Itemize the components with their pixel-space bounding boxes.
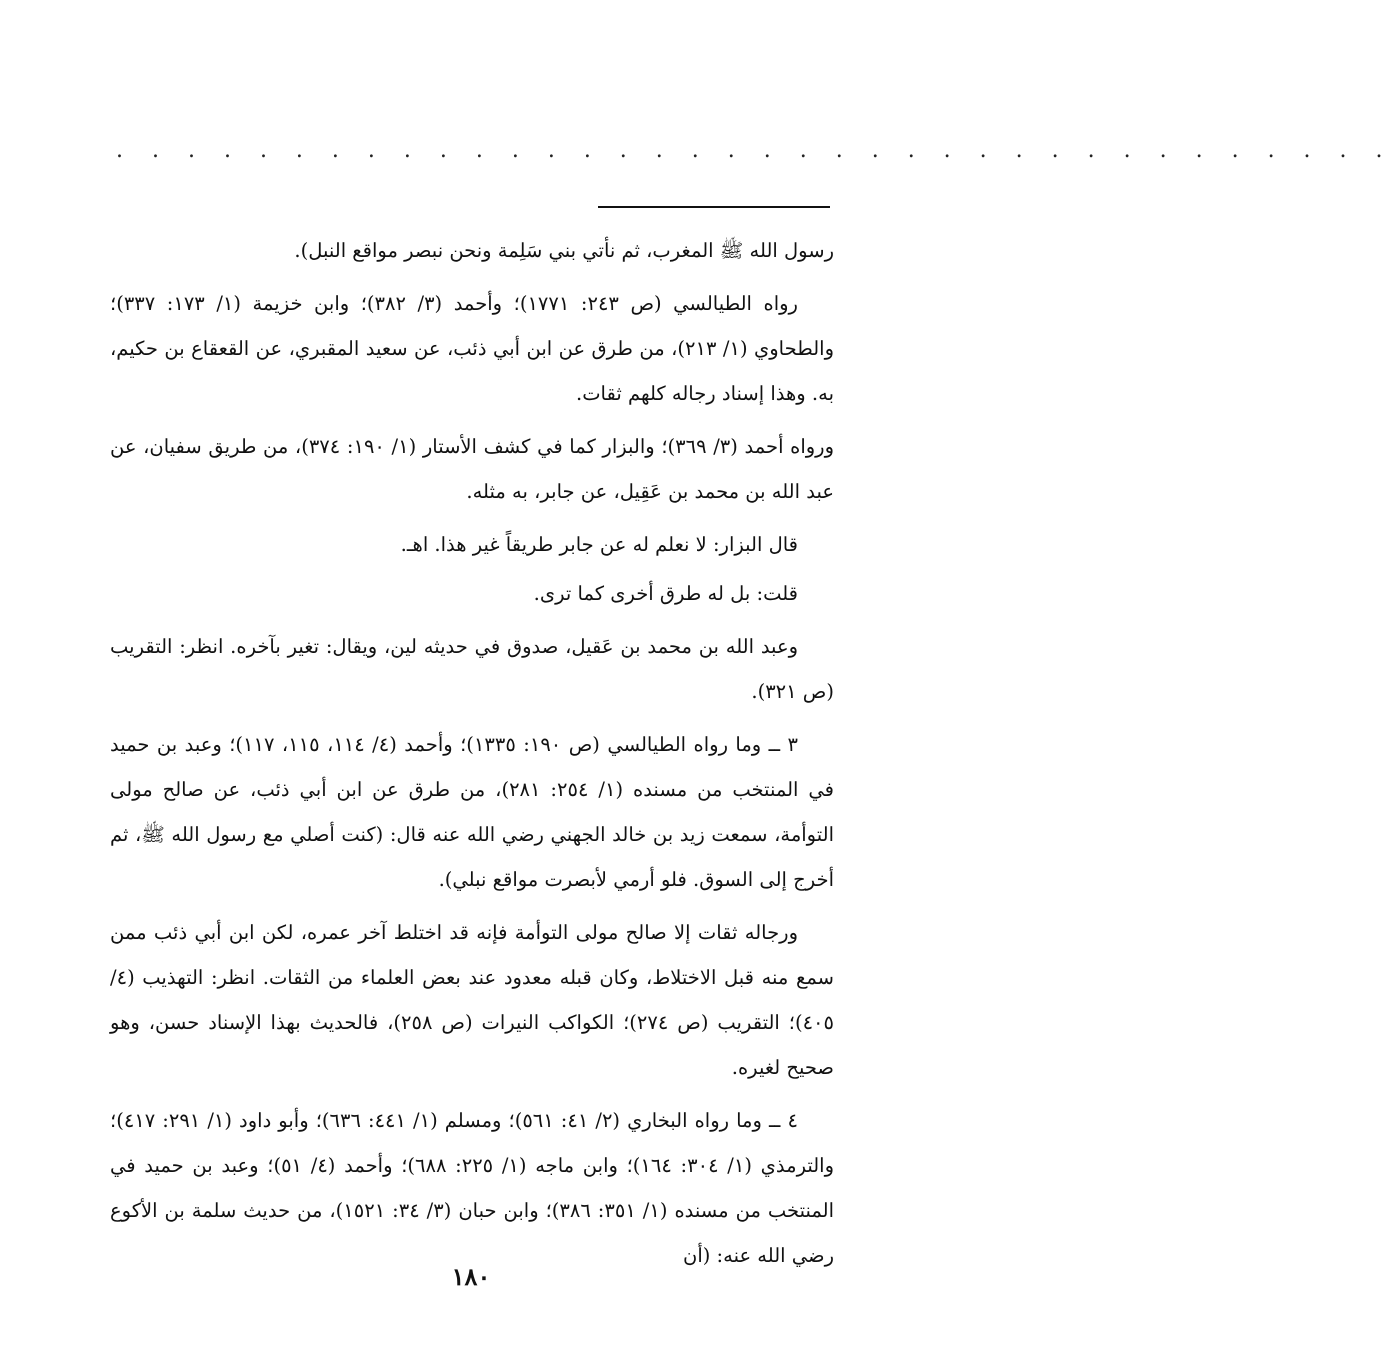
page-number: ١٨٠ xyxy=(451,1262,491,1291)
dotted-separator: . . . . . . . . . . . . . . . . . . . . . . . . . . . . . . . . . . . . xyxy=(116,138,1394,163)
paragraph-continuation: رسول الله ﷺ المغرب، ثم نأتي بني سَلِمة ونحن نبصر مواقع النبل). xyxy=(294,239,834,262)
paragraph-narration-2: ورواه أحمد (٣/ ٣٦٩)؛ والبزار كما في كشف الأستار (١/ ١٩٠: ٣٧٤)، من طريق سفيان، عن عبد الله بن محمد بن عَقِيل، عن جابر، به مثله. xyxy=(110,435,835,503)
paragraph-narrator-grading: وعبد الله بن محمد بن عَقيل، صدوق في حديثه لين، ويقال: تغير بآخره. انظر: التقريب (ص ٣٢١). xyxy=(110,635,834,703)
paragraph-hadith-3-grading: ورجاله ثقات إلا صالح مولى التوأمة فإنه قد اختلط آخر عمره، لكن ابن أبي ذئب ممن سمع منه قبل الاختلاط، وكان قبله معدود عند بعض العلماء من الثقات. انظر: التهذيب (٤/ ٤٠٥)؛ التقريب (ص ٢٧٤)؛ الكواكب النيرات (ص ٢٥٨)، فالحديث بهذا الإسناد حسن، وهو صحيح لغيره. xyxy=(110,921,834,1079)
paragraph-hadith-4: ٤ ــ وما رواه البخاري (٢/ ٤١: ٥٦١)؛ ومسلم (١/ ٤٤١: ٦٣٦)؛ وأبو داود (١/ ٢٩١: ٤١٧)؛ والترمذي (١/ ٣٠٤: ١٦٤)؛ وابن ماجه (١/ ٢٢٥: ٦٨٨)؛ وأحمد (٤/ ٥١)؛ وعبد بن حميد في المنتخب من مسنده (١/ ٣٥١: ٣٨٦)؛ وابن حبان (٣/ ٣٤: ١٥٢١)، من حديث سلمة بن الأكوع رضي الله عنه: (أن xyxy=(110,1109,835,1267)
footnote-rule xyxy=(598,206,830,208)
paragraph-author-note: قلت: بل له طرق أخرى كما ترى. xyxy=(533,582,798,605)
footnote-body xyxy=(110,228,834,1286)
paragraph-hadith-3: ٣ ــ وما رواه الطيالسي (ص ١٩٠: ١٣٣٥)؛ وأحمد (٤/ ١١٤، ١١٥، ١١٧)؛ وعبد بن حميد في المنتخب من مسنده (١/ ٢٥٤: ٢٨١)، من طرق عن ابن أبي ذئب، عن صالح مولى التوأمة، سمعت زيد بن خالد الجهني رضي الله عنه قال: (كنت أصلي مع رسول الله ﷺ، ثم أخرج إلى السوق. فلو أرمي لأبصرت مواقع نبلي). xyxy=(110,733,834,891)
paragraph-bazzar-quote: قال البزار: لا نعلم له عن جابر طريقاً غير هذا. اهـ. xyxy=(400,533,798,556)
paragraph-narration-1: رواه الطيالسي (ص ٢٤٣: ١٧٧١)؛ وأحمد (٣/ ٣٨٢)؛ وابن خزيمة (١/ ١٧٣: ٣٣٧)؛ والطحاوي (١/ ٢١٣)، من طرق عن ابن أبي ذئب، عن سعيد المقبري، عن القعقاع بن حكيم، به. وهذا إسناد رجاله كلهم ثقات. xyxy=(110,292,834,405)
